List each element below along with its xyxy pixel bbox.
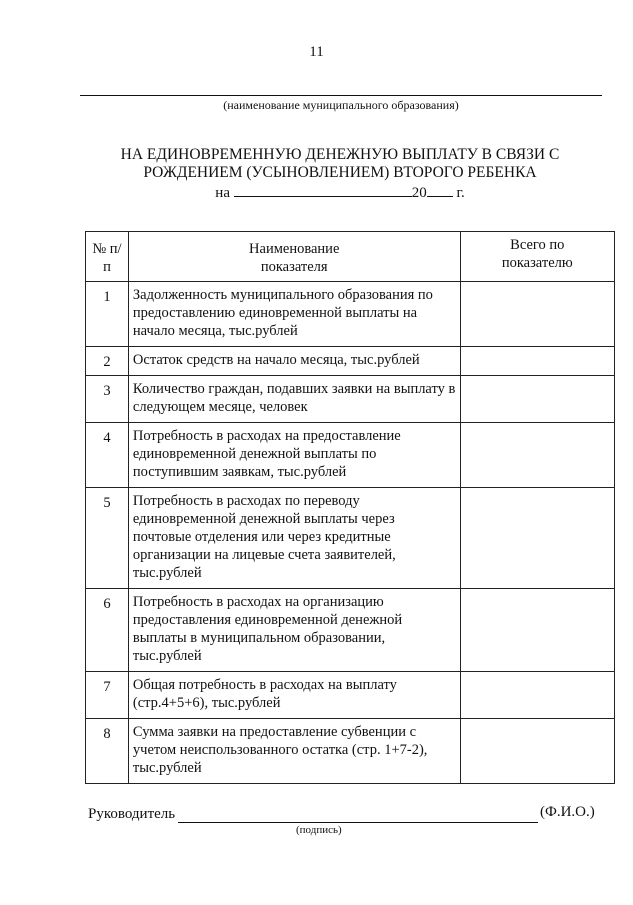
date-blank: [234, 183, 412, 197]
row-text: Сумма заявки на предоставление субвенции с учетом неиспользованного остатка (стр. 1+7-2), тыс.рублей: [128, 719, 460, 784]
row-num: 3: [86, 376, 129, 423]
table-header-row: [86, 232, 615, 282]
row-text: Потребность в расходах на организацию предоставления единовременной денежной выплаты в муниципальном образовании, тыс.рублей: [128, 589, 460, 672]
row-num: 8: [86, 719, 129, 784]
row-num: 2: [86, 347, 129, 376]
date-year-prefix: 20: [411, 185, 427, 201]
row-text: Задолженность муниципального образования по предоставлению единовременной выплаты на начало месяца, тыс.рублей: [128, 282, 460, 347]
organization-name-line: [80, 95, 602, 96]
date-line: [60, 183, 620, 202]
row-num: 1: [86, 282, 129, 347]
title-line-2: РОЖДЕНИЕМ (УСЫНОВЛЕНИЕМ) ВТОРОГО РЕБЕНКА: [143, 164, 537, 181]
table-row: [86, 423, 615, 488]
table-row: [86, 347, 615, 376]
table-row: [86, 282, 615, 347]
header-num: [86, 232, 129, 282]
signature-caption: (подпись): [296, 824, 342, 836]
page-number: 11: [309, 44, 324, 60]
row-value[interactable]: [460, 719, 614, 784]
row-num: 4: [86, 423, 129, 488]
row-value[interactable]: [460, 488, 614, 589]
date-suffix: г.: [456, 185, 465, 201]
document-title: [60, 146, 620, 182]
fio-label: (Ф.И.О.): [540, 804, 595, 820]
date-prefix: на: [215, 185, 230, 201]
row-value[interactable]: [460, 589, 614, 672]
table-row: [86, 376, 615, 423]
row-text: Количество граждан, подавших заявки на выплату в следующем месяце, человек: [128, 376, 460, 423]
year-blank: [427, 183, 453, 197]
row-value[interactable]: [460, 376, 614, 423]
row-value[interactable]: [460, 347, 614, 376]
row-num: 6: [86, 589, 129, 672]
header-num-label: № п/п: [92, 241, 122, 275]
header-total-line-1: Всего по: [510, 237, 565, 253]
row-text: Потребность в расходах по переводу единовременной денежной выплаты через почтовые отделения или через кредитные организации на лицевые счета заявителей, тыс.рублей: [128, 488, 460, 589]
header-total: [460, 232, 614, 282]
row-text: Остаток средств на начало месяца, тыс.рублей: [128, 347, 460, 376]
row-num: 7: [86, 672, 129, 719]
organization-caption: (наименование муниципального образования): [223, 98, 459, 112]
row-text: Общая потребность в расходах на выплату (стр.4+5+6), тыс.рублей: [128, 672, 460, 719]
title-line-1: НА ЕДИНОВРЕМЕННУЮ ДЕНЕЖНУЮ ВЫПЛАТУ В СВЯЗИ С: [120, 146, 560, 163]
table-row: [86, 589, 615, 672]
row-value[interactable]: [460, 282, 614, 347]
manager-label: Руководитель: [88, 806, 176, 822]
indicators-table: [85, 231, 615, 784]
row-text: Потребность в расходах на предоставление единовременной денежной выплаты по поступившим заявкам, тыс.рублей: [128, 423, 460, 488]
header-name-line-1: Наименование: [249, 241, 340, 257]
header-name-line-2: показателя: [260, 259, 328, 275]
header-total-line-2: показателю: [501, 255, 573, 271]
header-name: [128, 232, 460, 282]
table-row: [86, 719, 615, 784]
table-row: [86, 672, 615, 719]
table-row: [86, 488, 615, 589]
row-value[interactable]: [460, 423, 614, 488]
signature-line: [178, 822, 538, 823]
row-value[interactable]: [460, 672, 614, 719]
row-num: 5: [86, 488, 129, 589]
